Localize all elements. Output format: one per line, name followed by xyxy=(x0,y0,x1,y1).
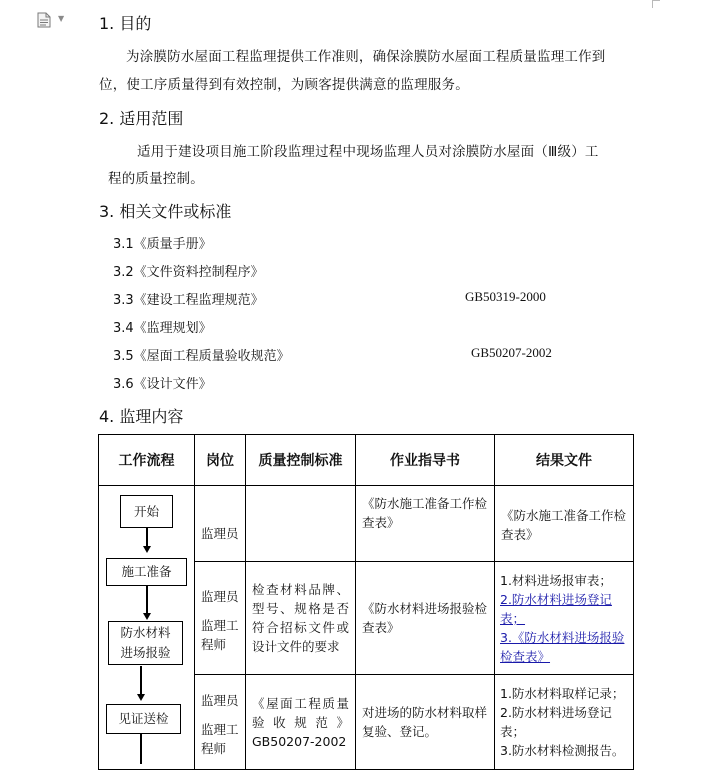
heading-supervision-content: 4. 监理内容 xyxy=(99,407,184,426)
reference-item: 3.1《质量手册》 xyxy=(113,237,212,252)
document-icon[interactable] xyxy=(37,12,51,28)
result-text: 《防水施工准备工作检查表》 xyxy=(501,508,627,542)
column-header-position: 岗位 xyxy=(195,435,246,486)
role-cell xyxy=(195,562,246,675)
purpose-text-line-2: 位，使工序质量得到有效控制，为顾客提供满意的监理服务。 xyxy=(99,77,469,93)
reference-standard-code: GB50319-2000 xyxy=(465,289,546,304)
reference-item: 3.3《建设工程监理规范》 xyxy=(113,293,264,308)
flow-step-label: 防水材料进场报验 xyxy=(120,625,171,660)
flow-step-witness-sampling: 见证送检 xyxy=(106,704,181,734)
guide-cell: 对进场的防水材料取样复验、登记。 xyxy=(356,675,495,770)
role-text: 监理员 xyxy=(201,526,239,541)
role-text: 监理工程师 xyxy=(201,617,239,652)
result-item: 1.防水材料取样记录； xyxy=(500,686,625,701)
role-text: 监理员 xyxy=(201,692,239,708)
reference-item: 3.5《屋面工程质量验收规范》 xyxy=(113,349,290,364)
purpose-text-line-1: 为涂膜防水屋面工程监理提供工作准则，确保涂膜防水屋面工程质量监理工作到 xyxy=(126,49,606,65)
standard-cell: 《屋面工程质量验收规范》GB50207-2002 xyxy=(246,675,356,770)
flow-connector xyxy=(146,528,148,547)
chevron-down-icon[interactable]: ▼ xyxy=(58,14,65,23)
result-item: 3.防水材料检测报告。 xyxy=(500,743,625,758)
flow-step-preparation: 施工准备 xyxy=(106,558,187,586)
flow-step-material-inspection xyxy=(108,621,183,665)
result-cell xyxy=(495,675,634,770)
result-item-link[interactable] xyxy=(500,628,627,666)
role-cell xyxy=(195,675,246,770)
reference-item: 3.6《设计文件》 xyxy=(113,377,212,392)
supervision-table xyxy=(98,434,634,770)
standard-cell: 检查材料品牌、型号、规格是否符合招标文件或设计文件的要求 xyxy=(246,562,356,675)
arrow-down-icon xyxy=(143,546,151,553)
column-header-work-guide: 作业指导书 xyxy=(356,435,495,486)
workflow-diagram xyxy=(99,486,195,770)
result-item: 2.防水材料进场登记表； xyxy=(500,705,612,739)
result-cell xyxy=(495,486,634,562)
table-header-row xyxy=(99,435,634,486)
reference-item: 3.2《文件资料控制程序》 xyxy=(113,265,264,280)
reference-item: 3.4《监理规划》 xyxy=(113,321,212,336)
reference-standard-code: GB50207-2002 xyxy=(471,345,552,360)
flow-connector xyxy=(140,734,142,764)
guide-cell: 《防水材料进场报验检查表》 xyxy=(356,562,495,675)
result-item: 1.材料进场报审表； xyxy=(500,572,612,588)
column-header-quality-standard: 质量控制标准 xyxy=(246,435,356,486)
column-header-result-files: 结果文件 xyxy=(495,435,634,486)
result-link[interactable]: 2.防水材料进场登记表； xyxy=(500,591,612,626)
flow-connector xyxy=(140,666,142,695)
page-corner-mark xyxy=(652,0,660,1)
role-text: 监理员 xyxy=(201,588,239,604)
guide-cell: 《防水施工准备工作检查表》 xyxy=(356,486,495,562)
column-header-workflow: 工作流程 xyxy=(99,435,195,486)
role-text: 监理工程师 xyxy=(201,721,239,756)
page-corner-mark xyxy=(652,0,653,8)
arrow-down-icon xyxy=(143,613,151,620)
table-row xyxy=(99,486,634,562)
result-cell xyxy=(495,562,634,675)
flow-connector xyxy=(146,586,148,614)
heading-references: 3. 相关文件或标准 xyxy=(99,202,232,221)
result-item-link[interactable] xyxy=(500,590,627,628)
flow-step-start: 开始 xyxy=(120,495,173,528)
standard-cell xyxy=(246,486,356,562)
scope-text-line-2: 程的质量控制。 xyxy=(108,171,204,187)
scope-text-line-1: 适用于建设项目施工阶段监理过程中现场监理人员对涂膜防水屋面（Ⅲ级）工 xyxy=(137,144,599,160)
role-cell xyxy=(195,486,246,562)
result-link[interactable]: 3.《防水材料进场报验检查表》 xyxy=(500,629,625,664)
arrow-down-icon xyxy=(137,694,145,701)
heading-purpose: 1. 目的 xyxy=(99,14,152,33)
heading-scope: 2. 适用范围 xyxy=(99,109,184,128)
